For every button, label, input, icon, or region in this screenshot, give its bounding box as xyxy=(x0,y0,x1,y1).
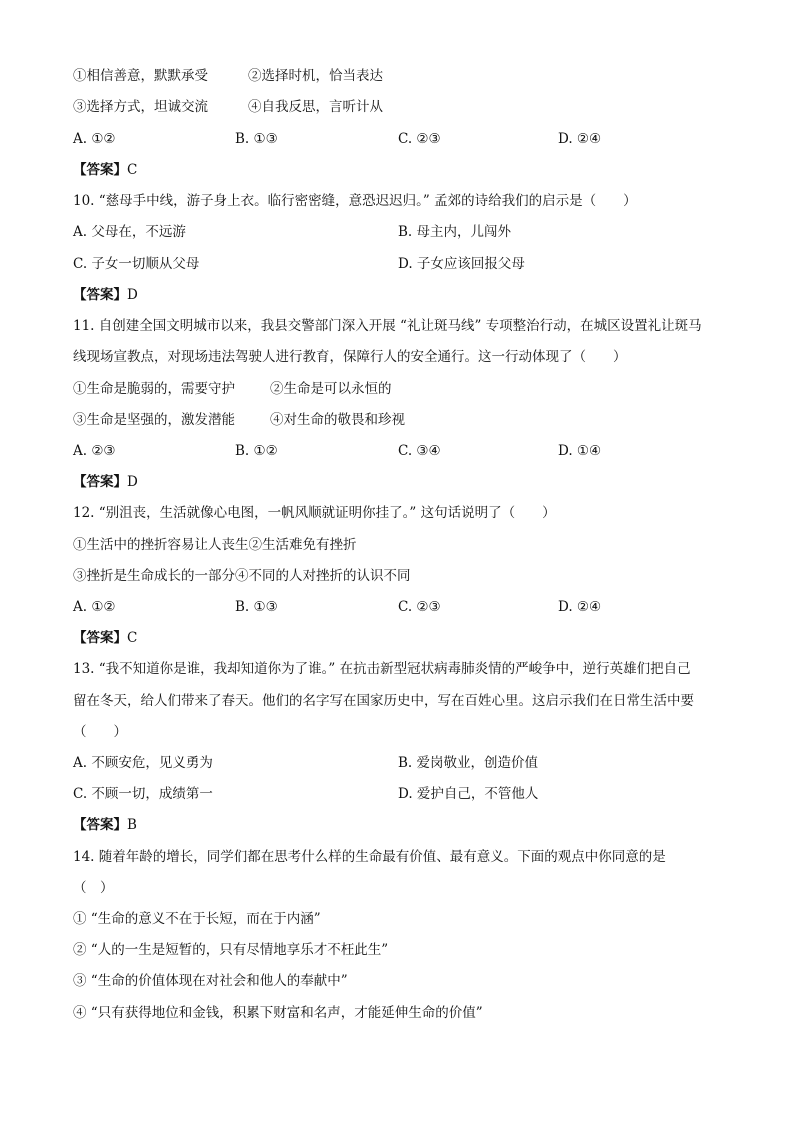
q10-stem: 10. “慈母手中线，游子身上衣。临行密密缝，意恐迟迟归。” 孟郊的诗给我们的启示是（ ） xyxy=(73,193,637,209)
q9-option-a[interactable]: A. ①② xyxy=(73,131,116,147)
q9-option-b[interactable]: B. ①③ xyxy=(235,131,278,147)
q12-statements-3-4: ③挫折是生命成长的一部分④不同的人对挫折的认识不同 xyxy=(73,568,411,584)
q11-statements-row-1 xyxy=(73,379,392,399)
q13-option-c[interactable]: C. 不顾一切，成绩第一 xyxy=(73,786,213,802)
q9-statement-1: ①相信善意，默默承受 xyxy=(73,68,208,84)
q10-answer xyxy=(73,285,138,305)
q11-option-c[interactable]: C. ③④ xyxy=(398,443,441,459)
q10-option-a[interactable]: A. 父母在，不远游 xyxy=(73,224,186,240)
q13-stem-line-3: （ ） xyxy=(73,724,127,740)
q13-option-b[interactable]: B. 爱岗敬业，创造价值 xyxy=(398,755,539,771)
q13-option-a[interactable]: A. 不顾安危，见义勇为 xyxy=(73,755,213,771)
q14-statement-4: ④ “只有获得地位和金钱，积累下财富和名声，才能延伸生命的价值” xyxy=(73,1005,483,1021)
q13-stem-line-2: 留在冬天，给人们带来了春天。他们的名字写在国家历史中，写在百姓心里。这启示我们在日常生活中要 xyxy=(73,693,694,709)
q13-stem-line-1: 13. “我不知道你是谁，我却知道你为了谁。” 在抗击新型冠状病毒肺炎情的严峻争中，逆行英雄们把自己 xyxy=(73,661,691,677)
answer-value: D xyxy=(127,287,138,303)
q12-statements-1-2: ①生活中的挫折容易让人丧生②生活难免有挫折 xyxy=(73,537,357,553)
q11-statement-2: ②生命是可以永恒的 xyxy=(270,381,392,397)
q11-answer xyxy=(73,472,138,492)
q12-option-a[interactable]: A. ①② xyxy=(73,599,116,615)
q11-statement-1: ①生命是脆弱的，需要守护 xyxy=(73,381,235,397)
q11-option-d[interactable]: D. ①④ xyxy=(558,443,602,459)
q11-option-a[interactable]: A. ②③ xyxy=(73,443,116,459)
answer-tag: 【答案】 xyxy=(73,817,127,833)
q14-statement-2: ② “人的一生是短暂的，只有尽情地享乐才不枉此生” xyxy=(73,942,389,958)
q12-answer xyxy=(73,628,137,648)
q12-option-c[interactable]: C. ②③ xyxy=(398,599,441,615)
q11-statements-row-2 xyxy=(73,410,405,430)
answer-value: C xyxy=(127,162,138,178)
answer-value: D xyxy=(127,474,138,490)
q14-statement-1: ① “生命的意义不在于长短，而在于内涵” xyxy=(73,911,321,927)
q14-stem-line-2: （ ） xyxy=(73,880,114,896)
answer-tag: 【答案】 xyxy=(73,474,127,490)
answer-tag: 【答案】 xyxy=(73,162,127,178)
q12-option-b[interactable]: B. ①③ xyxy=(235,599,278,615)
q14-stem-line-1: 14. 随着年龄的增长，同学们都在思考什么样的生命最有价值、最有意义。下面的观点中你同意的是 xyxy=(73,849,666,865)
q9-statements-row-2 xyxy=(73,97,383,117)
q10-option-b[interactable]: B. 母主内，儿闯外 xyxy=(398,224,512,240)
q12-option-d[interactable]: D. ②④ xyxy=(558,599,602,615)
q11-stem-line-1: 11. 自创建全国文明城市以来，我县交警部门深入开展 “礼让斑马线” 专项整治行动，在城区设置礼让斑马 xyxy=(73,318,702,334)
q14-statement-3: ③ “生命的价值体现在对社会和他人的奉献中” xyxy=(73,973,348,989)
q10-option-c[interactable]: C. 子女一切顺从父母 xyxy=(73,256,200,272)
answer-value: C xyxy=(127,630,138,646)
q11-stem-line-2: 线现场宣教点，对现场违法驾驶人进行教育，保障行人的安全通行。这一行动体现了（ ） xyxy=(73,349,627,365)
q9-statement-3: ③选择方式，坦诚交流 xyxy=(73,99,208,115)
q10-option-d[interactable]: D. 子女应该回报父母 xyxy=(398,256,525,272)
answer-value: B xyxy=(127,817,137,833)
answer-tag: 【答案】 xyxy=(73,287,127,303)
q13-answer xyxy=(73,815,137,835)
q9-answer xyxy=(73,160,137,180)
q11-option-b[interactable]: B. ①② xyxy=(235,443,278,459)
q11-statement-3: ③生命是坚强的，激发潜能 xyxy=(73,412,235,428)
q12-stem: 12. “别沮丧，生活就像心电图，一帆风顺就证明你挂了。” 这句话说明了（ ） xyxy=(73,505,556,521)
q13-option-d[interactable]: D. 爱护自己，不管他人 xyxy=(398,786,539,802)
answer-tag: 【答案】 xyxy=(73,630,127,646)
q9-statement-2: ②选择时机，恰当表达 xyxy=(248,68,383,84)
q9-option-d[interactable]: D. ②④ xyxy=(558,131,602,147)
q9-option-c[interactable]: C. ②③ xyxy=(398,131,441,147)
q9-statement-4: ④自我反思，言听计从 xyxy=(248,99,383,115)
q9-statements-row-1 xyxy=(73,66,383,86)
q11-statement-4: ④对生命的敬畏和珍视 xyxy=(270,412,405,428)
